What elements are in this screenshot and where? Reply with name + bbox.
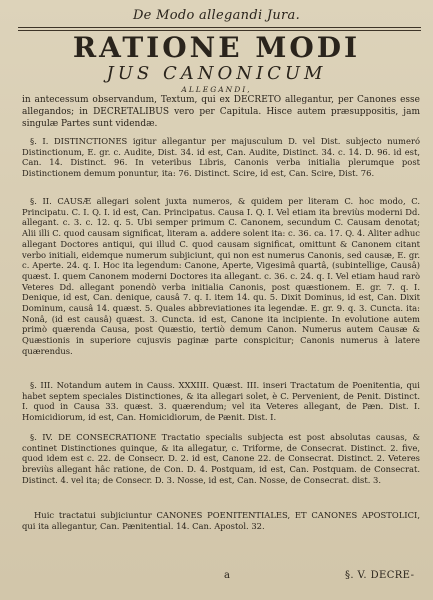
section-5-canones: Huic tractatui subjiciuntur CANONES POENITENTIALES, ET CANONES APOSTOLICI, qui ita allegantur, Can. Pænitential. 14. Can. Apostol. 32. <box>22 510 420 531</box>
page-subtitle-secondary: ALLEGANDI, <box>181 85 252 94</box>
header-rule-thick <box>18 27 421 28</box>
page-subtitle: JUS CANONICUM <box>106 63 327 84</box>
signature-mark: a <box>224 570 230 581</box>
running-head: De Modo allegandi Jura. <box>132 8 301 23</box>
intro-paragraph: in antecessum observandum, Textum, qui ex DECRETO allegantur, per Canones esse allegandos; in DECRETALIBUS vero per Capitula. Hisce autem præsuppositis, jam singulæ Partes sunt videndæ. <box>22 95 420 129</box>
page-title: RATIONE MODI <box>72 31 361 64</box>
section-3-poenitentia: §. III. Notandum autem in Causs. XXXIII. Quæst. III. inseri Tractatum de Poenitentia, qui habet septem speciales Distinctiones, & ita allegari solet, è C. Pervenient, de Penit. Distinct. I. quod in Causa 33. quæst. 3. quærendum; vel ita Veteres allegant, de Pæn. Dist. I. Homicidiorum, id est, Can. Homicidiorum, de Pænit. Dist. I. <box>22 380 420 423</box>
section-2-causae: §. II. CAUSÆ allegari solent juxta numeros, & quidem per literam C. hoc modo, C. Principatu. C. I. Q. I. id est, Can. Principatus. Causa I. Q. I. Vel etiam ita breviùs moderni Dd. allegant. c. 3. c. 12. q. 5. Ubi semper primum C. Canonem, secundum C. Causam denotat; Alii illi C. quod causam significat, literam a. addere solent ita: c. 36. ca. 17. Q. 4. Aliter adhuc allegant Doctores antiqui, qui illud C. quod causam significat, omittunt & Canonem citant verbo initiali, eidemque numerum subjiciunt, qui non est numerus Canonis, sed causæ, E. gr. c. Aperte. 24. q. I. Hoc ita legendum: Canone, Aperte, Vigesimâ quartâ, (subintellige, Causâ) quæst. I. quem Canonem moderni Doctores ita allegant. c. 36. c. 24. q. I. Vel etiam haud rarò Veteres Dd. allegant ponendò verba initialia Canonis, post quæstionem. E. gr. 7. q. I. Denique, id est, Can. denique, causâ 7. q. I. item 14. qu. 5. Dixit Dominus, id est, Can. Dixit Dominum, causâ 14. quæst. 5. Quales abbreviationes ita legendæ. E. gr. 9. q. 3. Cuncta. ita: Nonâ, (id est causâ) quæst. 3. Cuncta. id est, Canone ita incipiente. In evolutione autem primò quærenda Causa, post Quæstio, tertiò demum Canon. Numerus autem Causæ & Quæstionis in superiore cujusvis paginæ parte conspicitur; Canonis numerus à latere quærendus. <box>22 196 420 356</box>
catchword: §. V. DECRE- <box>345 570 415 581</box>
section-4-consecratione: §. IV. DE CONSECRATIONE Tractatio specialis subjecta est post absolutas causas, & continet Distinctiones quinque, & ita allegatur, c. Triforme, de Consecrat. Distinct. 2. five, quod idem est c. 22. de Consecr. D. 2. id est, Canone 22. de Consecrat. Distinct. 2. Veteres breviùs allegant hâc ratione, de Con. D. 4. Postquam, id est, Can. Postquam. de Consecrat. Distinct. 4. vel ita; de Consecr. D. 3. Nosse, id est, Can. Nosse, de Consecrat. dist. 3. <box>22 432 420 485</box>
section-1-distinctiones: §. I. DISTINCTIONES igitur allegantur per majusculum D. vel Dist. subjecto numeró Distinctionum, E. gr. c. Audite, Dist. 34. id est, Can. Audite, Distinct. 34. c. 14. D. 96. id est, Can. 14. Distinct. 96. In veteribus Libris, Canonis verba initialia plerumque post Distinctionem demum ponuntur, ita: 76. Distinct. Scire, id est, Can. Scire, Dist. 76. <box>22 136 420 179</box>
